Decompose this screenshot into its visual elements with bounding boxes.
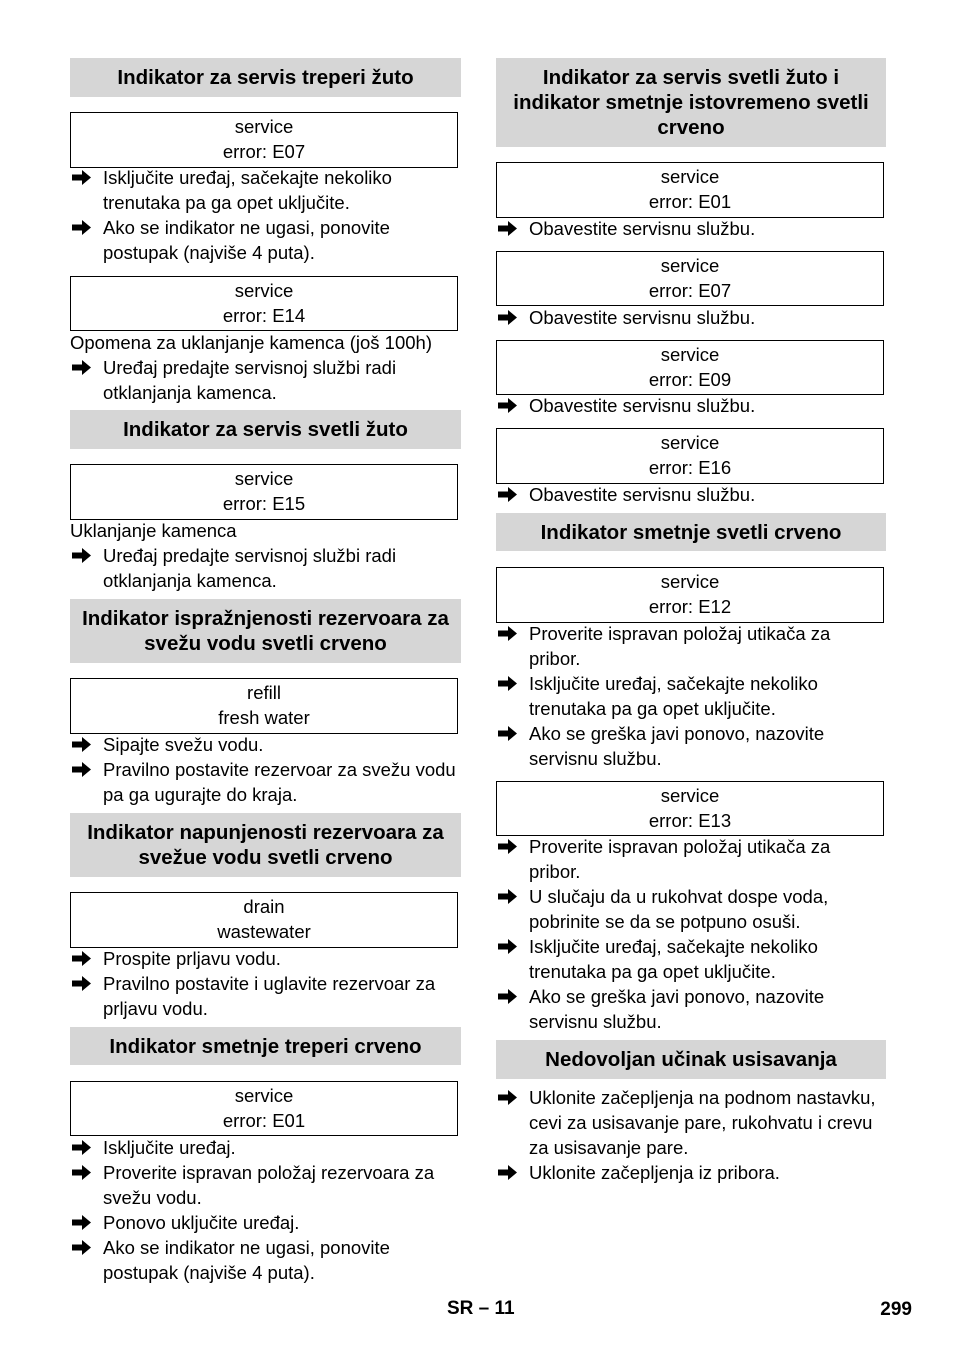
arrow-right-icon — [498, 1090, 517, 1105]
arrow-right-icon — [72, 1165, 91, 1180]
instruction-list — [496, 834, 886, 1034]
section-heading: Indikator smetnje svetli crveno — [496, 513, 886, 551]
display-line: error: E15 — [222, 493, 306, 514]
arrow-right-icon — [72, 548, 91, 563]
display-line: error: E14 — [222, 305, 306, 326]
arrow-right-icon — [498, 626, 517, 641]
display-message — [496, 340, 884, 395]
instruction-item: Isključite uređaj, sačekajte nekoliko trenutaka pa ga opet uključite. — [496, 671, 886, 721]
arrow-right-icon — [498, 939, 517, 954]
display-line: service — [660, 344, 720, 365]
display-line: service — [660, 255, 720, 276]
note-text: Uklanjanje kamenca — [70, 520, 237, 541]
arrow-right-icon — [498, 839, 517, 854]
instruction-item: Prospite prljavu vodu. — [70, 946, 461, 971]
arrow-right-icon — [498, 676, 517, 691]
instruction-list — [70, 543, 461, 593]
display-line: drain — [243, 896, 285, 917]
instruction-item: Uređaj predajte servisnoj službi radi otklanjanja kamenca. — [70, 543, 461, 593]
section-heading: Indikator za servis svetli žuto i indikator smetnje istovremeno svetli crveno — [496, 58, 886, 147]
arrow-right-icon — [498, 487, 517, 502]
instruction-list — [496, 1085, 886, 1185]
display-message — [70, 464, 458, 520]
section-heading: Indikator smetnje treperi crveno — [70, 1027, 461, 1065]
display-line: service — [234, 116, 294, 137]
display-message — [70, 678, 458, 734]
display-line: error: E13 — [648, 810, 732, 831]
arrow-right-icon — [72, 951, 91, 966]
arrow-right-icon — [498, 221, 517, 236]
instruction-item: Ako se greška javi ponovo, nazovite servisnu službu. — [496, 984, 886, 1034]
instruction-item: Proverite ispravan položaj utikača za pribor. — [496, 621, 886, 671]
instruction-list — [496, 393, 886, 418]
arrow-right-icon — [498, 989, 517, 1004]
display-message — [496, 781, 884, 836]
display-line: wastewater — [217, 921, 311, 942]
display-line: service — [660, 432, 720, 453]
arrow-right-icon — [498, 310, 517, 325]
instruction-item: Pravilno postavite rezervoar za svežu vodu pa ga ugurajte do kraja. — [70, 757, 461, 807]
instruction-item: Obavestite servisnu službu. — [496, 305, 886, 330]
instruction-list — [496, 305, 886, 330]
section-heading: Indikator ispražnjenosti rezervoara za svežu vodu svetli crveno — [70, 599, 461, 663]
display-line: error: E16 — [648, 457, 732, 478]
display-message — [70, 112, 458, 168]
display-line: service — [234, 468, 294, 489]
arrow-right-icon — [72, 170, 91, 185]
display-message — [496, 567, 884, 623]
display-line: error: E01 — [222, 1110, 306, 1131]
display-line: error: E01 — [648, 191, 732, 212]
display-line: refill — [247, 682, 281, 703]
instruction-list — [70, 1135, 461, 1285]
instruction-item: Proverite ispravan položaj rezervoara za svežu vodu. — [70, 1160, 461, 1210]
section-heading: Nedovoljan učinak usisavanja — [496, 1040, 886, 1079]
instruction-item: U slučaju da u rukohvat dospe voda, pobrinite se da se potpuno osuši. — [496, 884, 886, 934]
arrow-right-icon — [72, 1215, 91, 1230]
arrow-right-icon — [72, 1140, 91, 1155]
instruction-item: Ako se greška javi ponovo, nazovite servisnu službu. — [496, 721, 886, 771]
instruction-item: Ako se indikator ne ugasi, ponovite postupak (najviše 4 puta). — [70, 215, 461, 265]
display-line: fresh water — [218, 707, 310, 728]
display-line: error: E09 — [648, 369, 732, 390]
display-line: error: E12 — [648, 596, 732, 617]
arrow-right-icon — [498, 889, 517, 904]
arrow-right-icon — [72, 762, 91, 777]
instruction-item: Isključite uređaj, sačekajte nekoliko trenutaka pa ga opet uključite. — [70, 165, 461, 215]
instruction-list — [70, 355, 461, 405]
arrow-right-icon — [72, 976, 91, 991]
display-line: error: E07 — [222, 141, 306, 162]
instruction-item: Uklonite začepljenja iz pribora. — [496, 1160, 886, 1185]
arrow-right-icon — [498, 1165, 517, 1180]
instruction-item: Sipajte svežu vodu. — [70, 732, 461, 757]
display-message — [496, 251, 884, 306]
section-heading: Indikator za servis treperi žuto — [70, 58, 461, 97]
instruction-list — [496, 216, 886, 241]
display-line: service — [660, 571, 720, 592]
instruction-item: Isključite uređaj, sačekajte nekoliko trenutaka pa ga opet uključite. — [496, 934, 886, 984]
instruction-list — [70, 946, 461, 1021]
instruction-item: Isključite uređaj. — [70, 1135, 461, 1160]
display-line: service — [234, 1085, 294, 1106]
instruction-item: Obavestite servisnu službu. — [496, 393, 886, 418]
instruction-item: Ponovo uključite uređaj. — [70, 1210, 461, 1235]
section-heading: Indikator za servis svetli žuto — [70, 410, 461, 449]
arrow-right-icon — [72, 1240, 91, 1255]
instruction-item: Uređaj predajte servisnoj službi radi otklanjanja kamenca. — [70, 355, 461, 405]
instruction-item: Pravilno postavite i uglavite rezervoar za prljavu vodu. — [70, 971, 461, 1021]
display-line: service — [660, 166, 720, 187]
instruction-item: Proverite ispravan položaj utikača za pribor. — [496, 834, 886, 884]
instruction-list — [70, 165, 461, 265]
instruction-list — [496, 482, 886, 507]
instruction-item: Obavestite servisnu službu. — [496, 216, 886, 241]
instruction-item: Obavestite servisnu službu. — [496, 482, 886, 507]
display-line: service — [234, 280, 294, 301]
instruction-list — [70, 732, 461, 807]
instruction-list — [496, 621, 886, 771]
display-message — [70, 1081, 458, 1136]
display-line: error: E07 — [648, 280, 732, 301]
arrow-right-icon — [72, 220, 91, 235]
note-text: Opomena za uklanjanje kamenca (još 100h) — [70, 332, 432, 353]
instruction-item: Uklonite začepljenja na podnom nastavku, cevi za usisavanje pare, rukohvatu i crevu za usisavanje pare. — [496, 1085, 886, 1160]
section-page-code: SR – 11 — [447, 1298, 515, 1319]
display-message — [496, 162, 884, 218]
page-number: 299 — [880, 1299, 912, 1320]
instruction-item: Ako se indikator ne ugasi, ponovite postupak (najviše 4 puta). — [70, 1235, 461, 1285]
arrow-right-icon — [72, 737, 91, 752]
display-message — [496, 428, 884, 484]
section-heading: Indikator napunjenosti rezervoara za svežue vodu svetli crveno — [70, 813, 461, 877]
arrow-right-icon — [72, 360, 91, 375]
display-message — [70, 276, 458, 331]
arrow-right-icon — [498, 726, 517, 741]
display-line: service — [660, 785, 720, 806]
arrow-right-icon — [498, 398, 517, 413]
display-message — [70, 892, 458, 948]
